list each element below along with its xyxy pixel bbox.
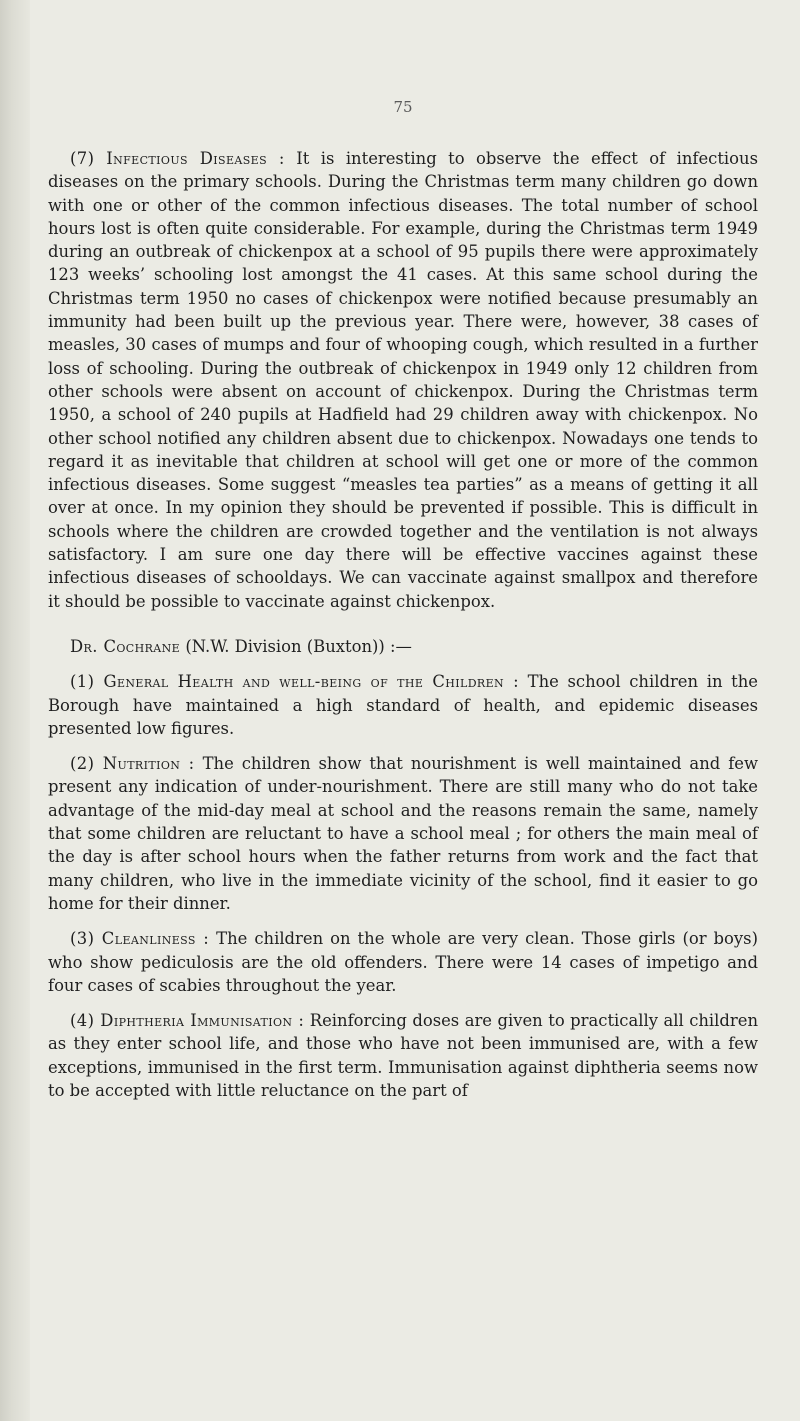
division-label: (N.W. Division (Buxton)) :—: [185, 636, 412, 656]
paragraph-nutrition: [48, 752, 758, 915]
section-heading: (2) Nutrition :: [70, 754, 195, 774]
section-heading: (7) Infectious Diseases :: [70, 149, 285, 168]
paragraph-text: It is interesting to observe the effect of infectious diseases on the primary schools. During the Christmas term many children go down with one or other of the common infectious diseases. The total number of school hours lost is often quite considerable. For example, during the Christmas term 1949 during an outbreak of chickenpox at a school of 95 pupils there were approximately 123 weeks’ schooling lost amongst the 41 cases. At this same school during the Christmas term 1950 no cases of chickenpox were notified because presumably an immunity had been built up the previous year. There were, however, 38 cases of measles, 30 cases of mumps and four of whooping cough, which resulted in a further loss of schooling. During the outbreak of chickenpox in 1949 only 12 children from other schools were absent on account of chickenpox. During the Christmas term 1950, a school of 240 pupils at Hadfield had 29 children away with chickenpox. No other school notified any children absent due to chickenpox. Nowadays one tends to regard it as inevitable that children at school will get one or more of the common infectious diseases. Some suggest “measles tea parties” as a means of getting it all over at once. In my opinion they should be prevented if possible. This is difficult in schools where the children are crowded together and the ventilation is not always satisfactory. I am sure one day there will be effective vaccines against these infectious diseases of schooldays. We can vaccinate against smallpox and therefore it should be possible to vaccinate against chickenpox.: [48, 149, 759, 611]
page-number: 75: [393, 98, 413, 116]
paragraph-text: Reinforcing doses are given to practically all children as they enter school life, and those who have not been immunised are, with a few exceptions, immunised in the first term. Immunisation against diphtheria seems now to be accepted with little reluctance on the part of: [48, 1011, 759, 1100]
byline-dr-cochrane: [48, 635, 758, 658]
document-page: [48, 0, 758, 1421]
paragraph-diphtheria-immunisation: [48, 1009, 758, 1102]
paragraph-cleanliness: [48, 927, 758, 997]
paragraph-text: The children on the whole are very clean. Those girls (or boys) who show pediculosis are the old offenders. There were 14 cases of impetigo and four cases of scabies throughout the year.: [48, 929, 758, 995]
paragraph-text: The school children in the Borough have maintained a high standard of health, and epidemic diseases presented low figures.: [48, 672, 758, 738]
section-heading: (4) Diphtheria Immunisation :: [70, 1011, 305, 1031]
section-heading: (1) General Health and well-being of the Children :: [70, 672, 520, 692]
paragraph-infectious-diseases: [48, 147, 758, 613]
document-body: [48, 147, 758, 1102]
binding-edge: [0, 0, 30, 1421]
paragraph-general-health: [48, 670, 758, 740]
author-name: Dr. Cochrane: [70, 636, 181, 656]
section-heading: (3) Cleanliness :: [70, 929, 210, 949]
paragraph-text: The children show that nourishment is well maintained and few present any indication of under-nourishment. There are still many who do not take advantage of the mid-day meal at school and the reasons remain the same, namely that some children are reluctant to have a school meal ; for others the main meal of the day is after school hours when the father returns from work and the fact that many children, who live in the immediate vicinity of the school, find it easier to go home for their dinner.: [48, 754, 759, 913]
